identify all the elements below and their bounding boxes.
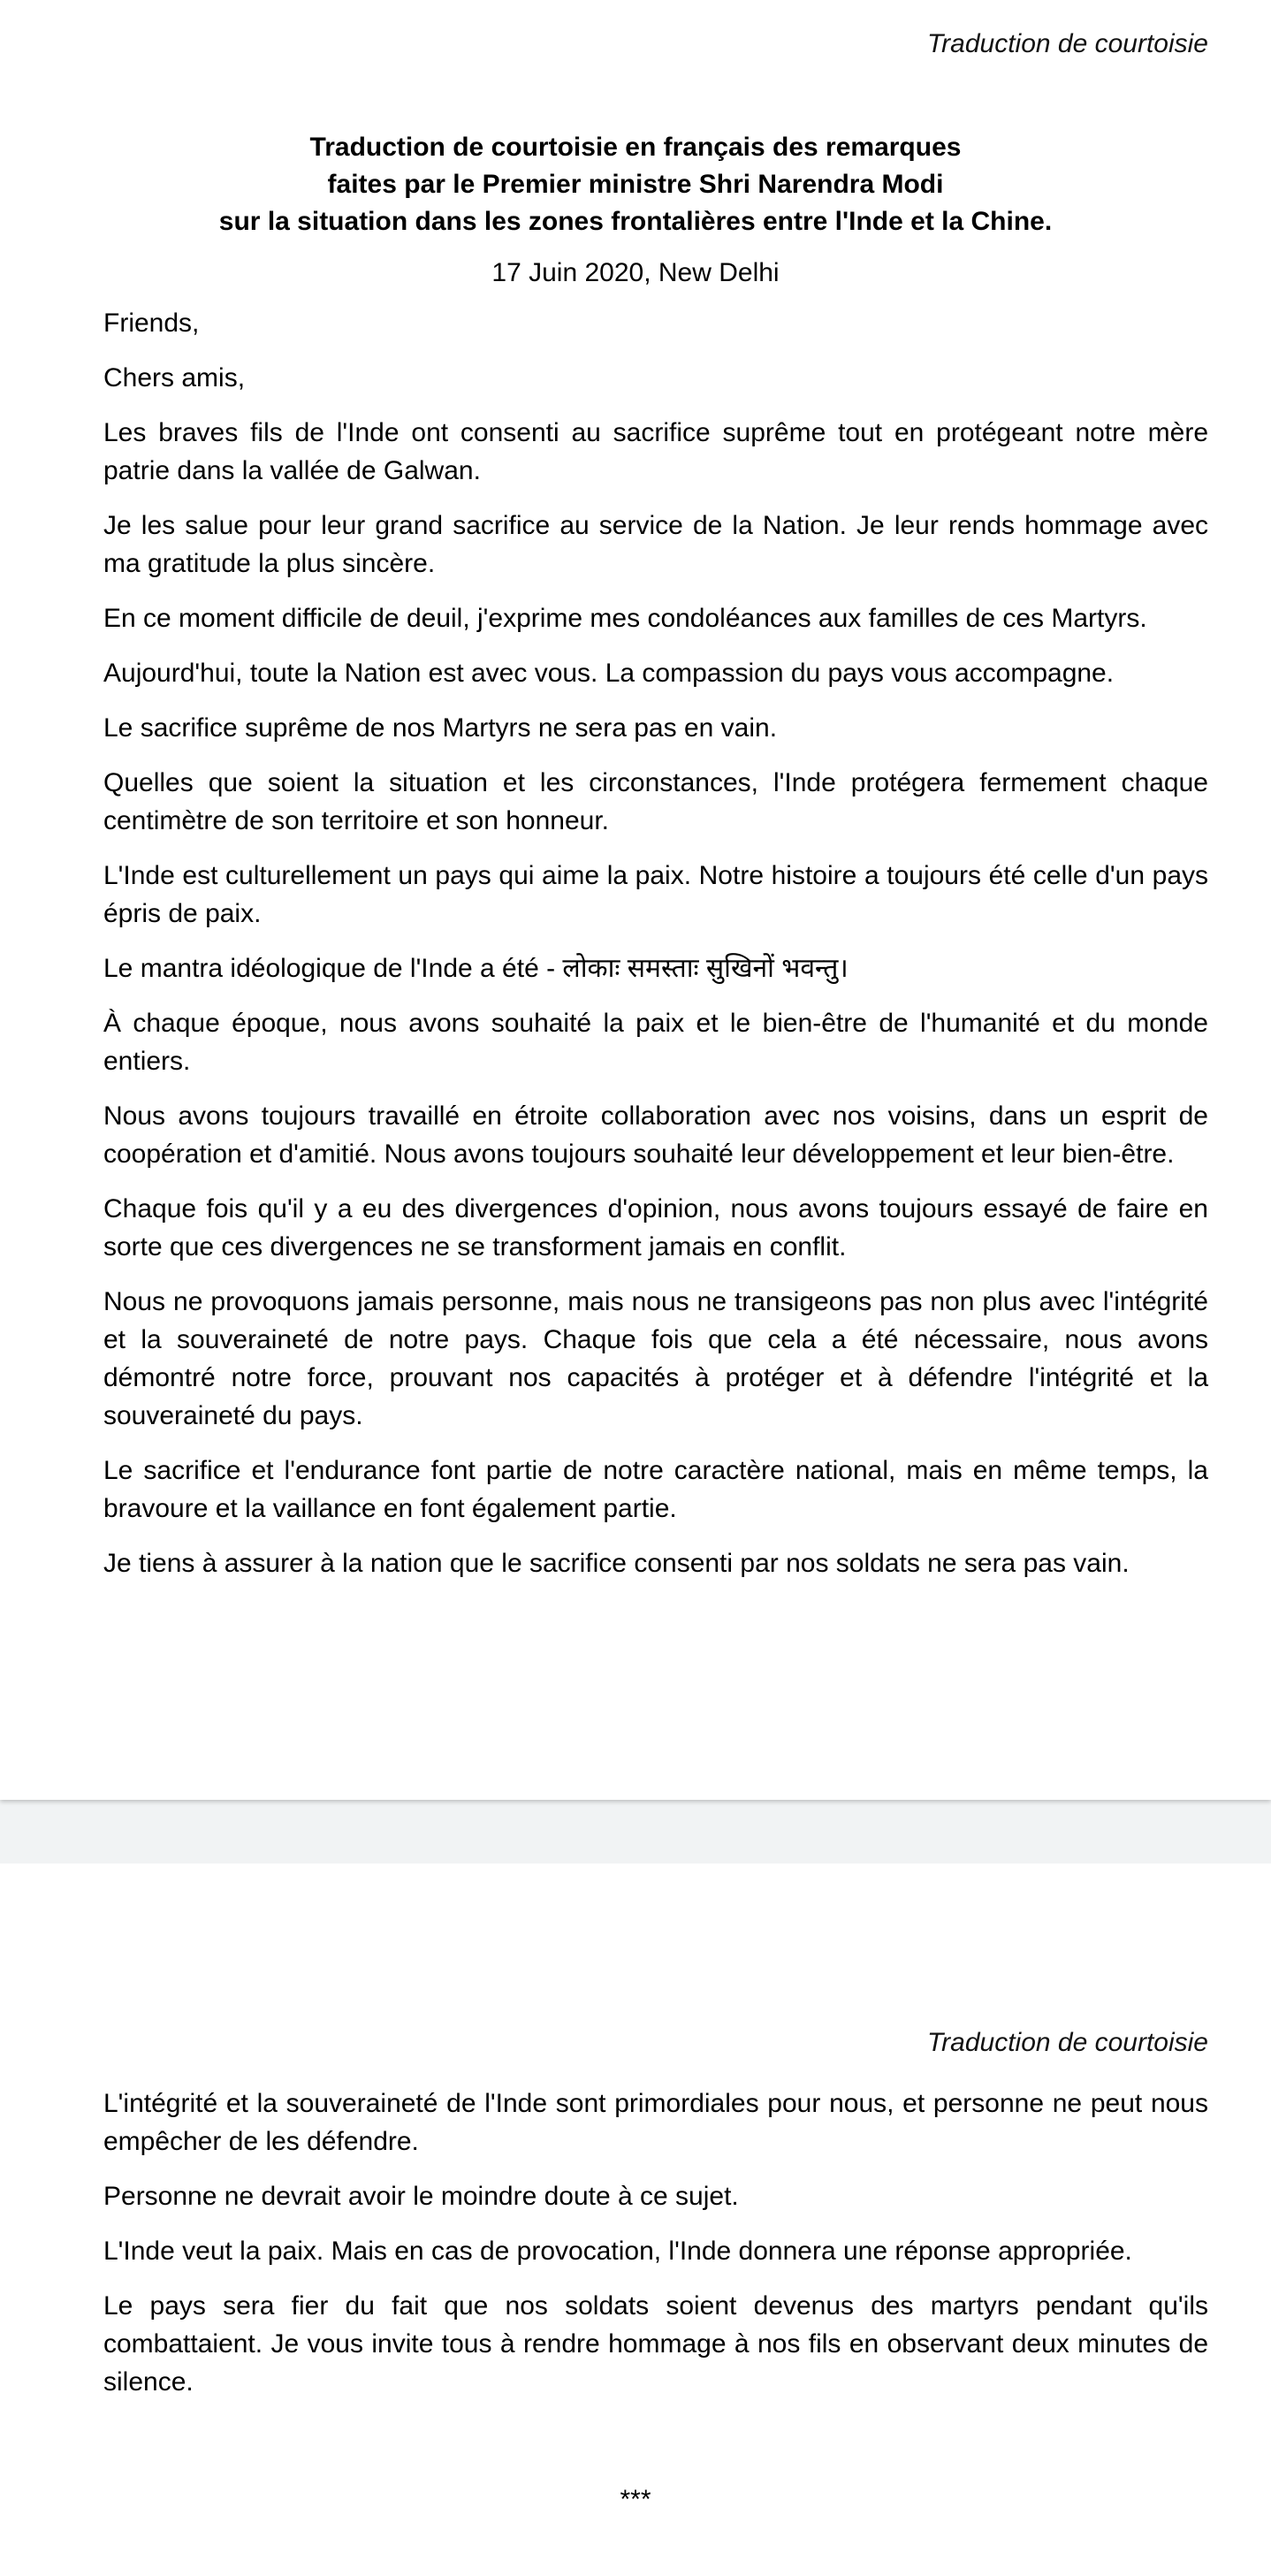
paragraph: Je tiens à assurer à la nation que le sacrifice consenti par nos soldats ne sera pas vain. (103, 1549, 1130, 1578)
paragraph: Le mantra idéologique de l'Inde a été - लोकाः समस्ताः सुखिनों भवन्तु। (103, 954, 849, 983)
paragraph: Le pays sera fier du fait que nos soldats soient devenus des martyrs pendant qu'ils combattaient. Je vous invite tous à rendre hommage à nos fils en observant deux minutes de silence. (103, 2291, 1208, 2397)
paragraph: Le sacrifice suprême de nos Martyrs ne sera pas en vain. (103, 713, 778, 743)
paragraph: Chers amis, (103, 363, 246, 392)
paragraph: Friends, (103, 309, 200, 338)
paragraph: Les braves fils de l'Inde ont consenti au sacrifice suprême tout en protégeant notre mère patrie dans la vallée de Galwan. (103, 418, 1208, 485)
paragraph: L'Inde est culturellement un pays qui aime la paix. Notre histoire a toujours été celle d'un pays épris de paix. (103, 861, 1208, 928)
document-title (0, 129, 1271, 240)
paragraph: À chaque époque, nous avons souhaité la paix et le bien-être de l'humanité et du monde entiers. (103, 1009, 1208, 1076)
paragraph: L'intégrité et la souveraineté de l'Inde sont primordiales pour nous, et personne ne peut nous empêcher de les défendre. (103, 2089, 1208, 2156)
speech-body (103, 304, 1208, 1599)
paragraph: Quelles que soient la situation et les circonstances, l'Inde protégera fermement chaque centimètre de son territoire et son honneur. (103, 768, 1208, 835)
paragraph: Le sacrifice et l'endurance font partie de notre caractère national, mais en même temps, la bravoure et la vaillance en font également partie. (103, 1456, 1208, 1523)
end-mark: *** (620, 2485, 651, 2514)
speech-body-continued (103, 2084, 1208, 2418)
paragraph: Je les salue pour leur grand sacrifice au service de la Nation. Je leur rends hommage avec ma gratitude la plus sincère. (103, 511, 1208, 578)
courtesy-translation-label: Traduction de courtoisie (927, 2028, 1208, 2057)
paragraph: Nous avons toujours travaillé en étroite collaboration avec nos voisins, dans un esprit de coopération et d'amitié. Nous avons toujours souhaité leur développement et leur bien-être. (103, 1101, 1208, 1169)
paragraph: Nous ne provoquons jamais personne, mais nous ne transigeons pas non plus avec l'intégrité et la souveraineté de notre pays. Chaque fois que cela a été nécessaire, nous avons démontré notre force, prouvant nos capacités à protéger et à défendre l'intégrité et la souveraineté du pays. (103, 1287, 1208, 1430)
paragraph: L'Inde veut la paix. Mais en cas de provocation, l'Inde donnera une réponse appropriée. (103, 2237, 1132, 2266)
dateline: 17 Juin 2020, New Delhi (491, 258, 780, 287)
title-line: sur la situation dans les zones frontalières entre l'Inde et la Chine. (218, 207, 1053, 236)
document-page-2 (0, 1863, 1271, 2576)
paragraph: Chaque fois qu'il y a eu des divergences d'opinion, nous avons toujours essayé de faire en sorte que ces divergences ne se transforment jamais en conflit. (103, 1194, 1208, 1261)
paragraph: Aujourd'hui, toute la Nation est avec vous. La compassion du pays vous accompagne. (103, 659, 1115, 688)
title-line: Traduction de courtoisie en français des remarques (309, 133, 962, 162)
paragraph: Personne ne devrait avoir le moindre doute à ce sujet. (103, 2182, 739, 2211)
courtesy-translation-label: Traduction de courtoisie (927, 29, 1208, 58)
title-line: faites par le Premier ministre Shri Narendra Modi (327, 170, 944, 199)
paragraph: En ce moment difficile de deuil, j'exprime mes condoléances aux familles de ces Martyrs. (103, 604, 1147, 633)
